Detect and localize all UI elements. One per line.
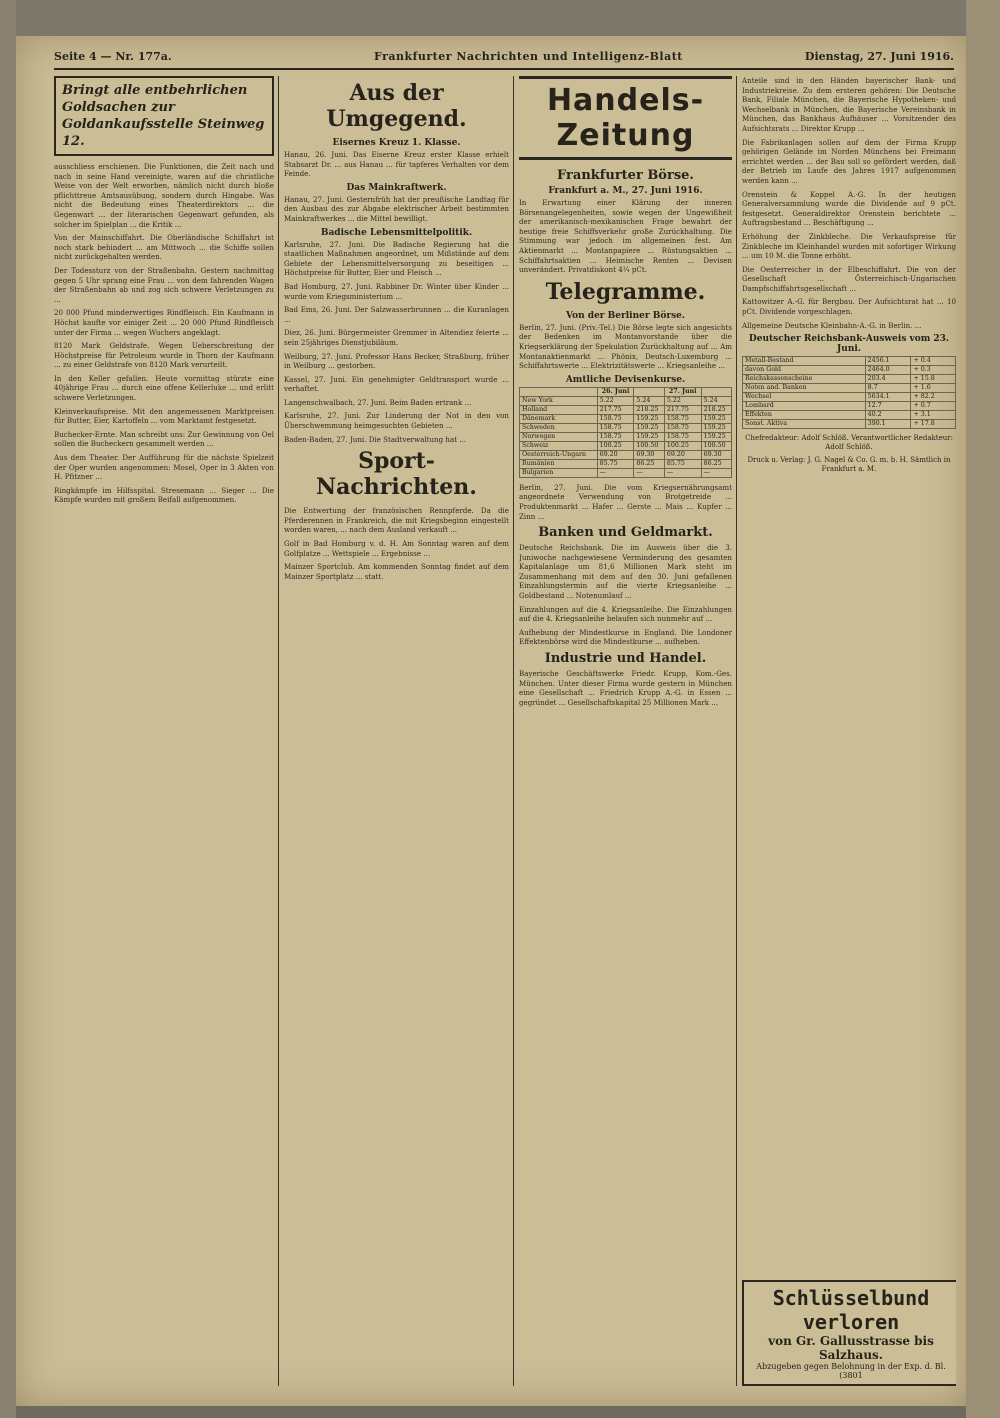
table-cell: Dänemark [520,414,598,423]
article-paragraph: Kattowitzer A.-G. für Bergbau. Der Aufsichtsrat hat ... 10 pCt. Dividende vorgeschlagen. [742,297,956,317]
table-title: Amtliche Devisenkurse. [565,374,686,385]
table-cell: 100.25 [664,441,701,450]
reichsbank-table [742,356,956,429]
table-cell: 159.25 [701,432,731,441]
article-paragraph: Berlin, 27. Juni. Die vom Kriegsernährungsamt angeordnete Verwendung von Brotgetreide ... Produktenmarkt ... Hafer ... Gerste ... Mais ... Kupfer ... Zinn ... [519,482,732,521]
table-cell: 5.22 [597,396,634,405]
table-cell: 69.20 [664,450,701,459]
page-header [54,46,954,70]
table-cell: 5.24 [701,396,731,405]
article-paragraph: Anteile sind in den Händen bayerischer Bank- und Industriekreise. Zu dem ersteren gehören: Die Deutsche Bank, Filiale München, die Bayerische Hypotheken- und Wechselbank in München, die Bayerische Vereinsbank in München, das Bankhaus Aufhäuser ... Vorsitzender des Aufsichtsrats ... Direktor Krupp ... [742,76,956,133]
newspaper-page [16,36,966,1406]
column-1 [54,76,274,1386]
reichsbank-rows [743,357,956,429]
article-paragraph: Karlsruhe, 27. Juni. Die Badische Regierung hat die staatlichen Maßnahmen angeordnet, um Mißstände auf dem Gebiete der Lebensmittelversorgung zu beseitigen ... Höchstpreise für Butter, Eier und Fleisch ... [284,239,509,278]
article-paragraph: Diez, 26. Juni. Bürgermeister Gremmer in Altendiez feierte ... sein 25jähriges Dienstjubiläum. [284,328,509,347]
table-cell: 159.25 [634,414,664,423]
article-paragraph: Aus dem Theater. Der Aufführung für die nächste Spielzeit der Oper wurden angenommen: Mosel, Oper in 3 Akten von H. Pfitzner ... [54,453,274,482]
masthead: Frankfurter Nachrichten und Intelligenz-Blatt [374,50,683,63]
table-cell: 8.7 [865,384,911,393]
table-header-cell: 26. Juni [597,387,634,396]
table-cell: 218.25 [634,405,664,414]
table-row [743,357,956,366]
article-paragraph: Die Oesterreicher in der Elbeschiffahrt. Die von der Gesellschaft ... Österreichisch-Ungarischen Dampfschiffahrtsgesellschaft ... [742,264,956,293]
table-cell: 390.1 [865,420,911,429]
table-row [743,384,956,393]
article-paragraph: Baden-Baden, 27. Juni. Die Stadtverwaltung hat ... [284,434,467,444]
table-cell: 217.75 [597,405,634,414]
ad-subline: von Gr. Gallusstrasse bis Salzhaus. [768,1334,934,1362]
article-paragraph: Deutsche Reichsbank. Die im Ausweis über die 3. Juniwoche nachgewiesene Verminderung des gesamten Kapitalanlage um 81,6 Millionen Mark steht im Zusammenhang mit dem auf den 30. Juni gefallenen Einzahlungstermin auf die vierte Kriegsanleihe ... Goldbestand ... Notenumlauf ... [519,543,732,601]
article-paragraph: Hanau, 26. Juni. Das Eiserne Kreuz erster Klasse erhielt Stabsarzt Dr. ... aus Hanau ... für tapferes Verhalten vor dem Feinde. [284,150,509,179]
article-paragraph: Hanau, 27. Juni. Gesternfrüh hat der preußische Landtag für den Ausbau des zur Abgabe elektrischer Arbeit bestimmten Mainkraftwerkes ... die Mittel bewilligt. [284,194,509,223]
table-row [520,468,732,477]
article-heading: Eisernes Kreuz 1. Klasse. [332,138,461,148]
table-cell: 159.25 [701,423,731,432]
table-cell: + 0.3 [911,366,956,375]
section-title: Sport-Nachrichten. [316,448,477,501]
table-cell: Reichskassenscheine [743,375,866,384]
table-cell: 86.25 [701,459,731,468]
imprint: Chefredakteur: Adolf Schlöß. Verantwortlicher Redakteur: Adolf Schlöß. [745,434,953,452]
table-cell: 159.25 [634,423,664,432]
lost-keys-advertisement [742,1280,956,1386]
table-row [743,402,956,411]
scan-background-right [966,0,1000,1418]
table-cell: + 3.1 [911,411,956,420]
exchange-rate-table [519,387,732,478]
table-cell: — [634,468,664,477]
table-cell: Metall-Bestand [743,357,866,366]
table-row [743,393,956,402]
column-rule [278,76,279,1386]
table-cell: 69.30 [634,450,664,459]
table-cell: Effekten [743,411,866,420]
table-cell: 2464.0 [865,366,911,375]
table-header-cell: 27. Juni [664,387,701,396]
table-cell: 12.7 [865,402,911,411]
table-cell: Oesterreich-Ungarn [520,450,598,459]
article-paragraph: 20 000 Pfund minderwertiges Rindfleisch. Ein Kaufmann in Höchst kaufte vor einiger Zeit ... 20 000 Pfund Rindfleisch unter der Firma ... wegen Wuchers angeklagt. [54,308,274,337]
gold-appeal-box: Bringt alle entbehrlichen Goldsachen zur Goldankaufsstelle Steinweg 12. [54,76,274,156]
table-cell: 69.20 [597,450,634,459]
exchange-rate-rows [520,396,732,477]
table-cell: 5.22 [664,396,701,405]
table-row [743,366,956,375]
table-row [520,450,732,459]
article-heading: Von der Berliner Börse. [565,310,686,321]
table-cell: Norwegen [520,432,598,441]
article-paragraph: Allgemeine Deutsche Kleinbahn-A.-G. in Berlin. ... [742,320,922,330]
article-paragraph: Bad Ems, 26. Juni. Der Salzwasserbrunnen ... die Kuranlagen ... [284,305,509,324]
article-paragraph: Der Todessturz von der Straßenbahn. Gestern nachmittag gegen 5 Uhr sprang eine Frau ... von dem fahrenden Wagen der Straßenbahn ab und zog sich schwere Verletzungen zu ... [54,265,274,304]
article-paragraph: Langenschwalbach, 27. Juni. Beim Baden ertrank ... [284,397,472,407]
article-paragraph: Golf in Bad Homburg v. d. H. Am Sonntag waren auf dem Golfplatze ... Wettspiele ... Ergebnisse ... [284,539,509,558]
table-cell: 100.50 [701,441,731,450]
article-paragraph: Die Fabrikanlagen sollen auf dem der Firma Krupp gehörigen Gelände im Norden Münchens bei Freimann errichtet werden ... der Bau soll so gefördert werden, daß der Betrieb im Laufe des Jahres 1917 aufgenommen werden kann ... [742,137,956,185]
table-cell: 85.75 [597,459,634,468]
article-paragraph: Orenstein & Koppel A.-G. In der heutigen Generalversammlung wurde die Dividende auf 9 pCt. festgesetzt. Generaldirektor Orenstein berichtete ... Auftragsbestand ... Beschäftigung ... [742,189,956,228]
table-cell: — [597,468,634,477]
table-cell: 5634.1 [865,393,911,402]
table-cell: 203.4 [865,375,911,384]
table-cell: + 15.8 [911,375,956,384]
table-cell: 69.30 [701,450,731,459]
table-row [743,420,956,429]
article-paragraph: Die Entwertung der französischen Rennpferde. Da die Pferderennen in Frankreich, die mit Kriegsbeginn eingestellt worden waren, ... nach dem Ausland verkauft ... [284,506,509,535]
article-paragraph: Bad Homburg, 27. Juni. Rabbiner Dr. Winter über Kinder ... wurde vom Kriegsministerium ... [284,281,509,301]
table-row [520,423,732,432]
table-cell: 158.75 [664,423,701,432]
table-title: Deutscher Reichsbank-Ausweis vom 23. Juni. [748,334,950,355]
column-3 [519,76,732,1386]
scan-background-left [0,0,16,1418]
handels-zeitung-banner: Handels-Zeitung [519,76,732,160]
table-cell: 100.50 [634,441,664,450]
table-cell: 40.2 [865,411,911,420]
article-heading: Badische Lebensmittelpolitik. [320,227,473,238]
table-cell: 217.75 [664,405,701,414]
section-title: Telegramme. [545,278,706,305]
table-cell: 218.25 [701,405,731,414]
page-number: Seite 4 — Nr. 177a. [54,50,172,63]
dateline: Frankfurt a. M., 27. Juni 1916. [548,186,703,196]
table-header-cell [701,387,731,396]
table-cell: Rumänien [520,459,598,468]
scan-background-top [0,0,1000,36]
article-paragraph: Kleinverkaufspreise. Mit den angemessenen Marktpreisen für Butter, Eier, Kartoffeln ... vom Marktamt festgesetzt. [54,406,274,426]
table-cell: 158.75 [664,432,701,441]
article-paragraph: ausschliess erschienen. Die Funktionen, die Zeit nach und nach in seine Hand vereinigte, waren auf die christliche Weise von der Welt erworben, nämlich nicht durch bloße pflichttreue Amtsausübung, sondern durch Hingabe. Was nicht die Bedeutung eines Theaterdirektors ... die Gegenwart ... der literarischen Gegenwart gefunden, als solcher im Spielplan ... die Kritik ... [54,162,274,229]
table-cell: 5.24 [634,396,664,405]
column-rule [513,76,514,1386]
table-cell: 158.75 [597,432,634,441]
table-cell: 100.25 [597,441,634,450]
article-paragraph: Buchecker-Ernte. Man schreibt uns: Zur Gewinnung von Oel sollen die Bucheckern gesammelt werden ... [54,429,274,449]
ad-footer: Abzugeben gegen Belohnung in der Exp. d. Bl. (3801 [756,1362,946,1380]
table-row [520,441,732,450]
table-cell: 159.25 [701,414,731,423]
column-rule [736,76,737,1386]
ad-headline: Schlüsselbund verloren [772,1286,930,1334]
column-2 [284,76,509,1386]
table-cell: Bulgarien [520,468,598,477]
table-cell: 2456.1 [865,357,911,366]
table-cell: 158.75 [597,423,634,432]
table-row [520,432,732,441]
table-row [520,396,732,405]
table-cell: Sonst. Aktiva [743,420,866,429]
table-cell: + 0.7 [911,402,956,411]
issue-date: Dienstag, 27. Juni 1916. [804,50,954,63]
table-cell: + 82.2 [911,393,956,402]
table-cell: — [701,468,731,477]
table-row [743,375,956,384]
table-cell: Noten and. Banken [743,384,866,393]
section-title: Banken und Geldmarkt. [538,525,713,541]
article-paragraph: Weilburg, 27. Juni. Professor Hans Becker, Straßburg, früher in Weilburg ... gestorben. [284,351,509,371]
table-row [520,414,732,423]
table-cell: 158.75 [664,414,701,423]
table-cell: Lombard [743,402,866,411]
table-cell: 85.75 [664,459,701,468]
imprint: Druck u. Verlag: J. G. Nagel & Co. G. m. b. H. Sämtlich in Frankfurt a. M. [747,456,951,474]
article-heading: Frankfurter Börse. [557,168,694,183]
table-cell: + 1.6 [911,384,956,393]
article-paragraph: In den Keller gefallen. Heute vormittag stürzte eine 40jährige Frau ... durch eine offene Kellerluke ... und erlitt schwere Verletzungen. [54,373,274,403]
article-paragraph: Ringkämpfe im Hilfsspital. Stresemann ... Sieger ... Die Kämpfe wurden mit großem Beifall aufgenommen. [54,485,274,505]
table-header-cell [520,387,598,396]
table-row [743,411,956,420]
section-title: Aus der Umgegend. [326,80,467,132]
article-paragraph: Aufhebung der Mindestkurse in England. Die Londoner Effektenbörse wird die Mindestkurse ... aufheben. [519,627,732,647]
table-cell: + 17.8 [911,420,956,429]
table-cell: New York [520,396,598,405]
article-paragraph: Berlin, 27. Juni. (Priv.-Tel.) Die Börse legte sich angesichts der Bedenken im Montanvorstande über die Kriegserklärung der Spekulation Zurückhaltung auf ... Am Montanaktienmarkt ... Phönix, Deutsch-Luxemburg ... Schiffahrtswerte ... Elektrizitätswerte ... Kriegsanleihe ... [519,322,732,371]
table-cell: 159.25 [634,432,664,441]
article-paragraph: Bayerische Geschäftswerke Friedr. Krupp, Kom.-Ges. München. Unter dieser Firma wurde gestern in München eine Gesellschaft ... Friedrich Krupp A.-G. in Essen ... gegründet ... Gesellschaftskapital 25 Millionen Mark ... [519,669,732,707]
article-paragraph: Von der Mainschiffahrt. Die Oberländische Schiffahrt ist noch stark behindert ... am Mittwoch ... die Schiffe sollen nicht zurückgehalten werden. [54,233,274,262]
table-row [520,405,732,414]
section-title: Industrie und Handel. [544,651,707,667]
table-cell: Holland [520,405,598,414]
table-cell: Wechsel [743,393,866,402]
article-paragraph: Mainzer Sportclub. Am kommenden Sonntag findet auf dem Mainzer Sportplatz ... statt. [284,562,509,581]
article-paragraph: Einzahlungen auf die 4. Kriegsanleihe. Die Einzahlungen auf die 4. Kriegsanleihe belaufen sich nunmehr auf ... [519,604,732,624]
table-cell: Schweiz [520,441,598,450]
column-4 [742,76,956,1386]
article-paragraph: Erhöhung der Zinkbleche. Die Verkaufspreise für Zinkbleche im Kleinhandel wurden mit sofortiger Wirkung ... um 10 M. die Tonne erhöht. [742,231,956,261]
table-cell: davon Gold [743,366,866,375]
table-row [520,459,732,468]
article-paragraph: Karlsruhe, 27. Juni. Zur Linderung der Not in den von Überschwemmung heimgesuchten Gebieten ... [284,411,509,431]
table-cell: 158.75 [597,414,634,423]
table-cell: Schweden [520,423,598,432]
table-cell: + 0.4 [911,357,956,366]
table-header-cell [634,387,664,396]
article-heading: Das Mainkraftwerk. [346,182,447,193]
article-paragraph: Kassel, 27. Juni. Ein genehmigter Geldtransport wurde ... verhaftet. [284,374,509,394]
table-cell: 86.25 [634,459,664,468]
table-cell: — [664,468,701,477]
article-paragraph: 8120 Mark Geldstrafe. Wegen Ueberschreitung der Höchstpreise für Petroleum wurde in Thorn der Kaufmann ... zu einer Geldstrafe von 8120 Mark verurteilt. [54,341,274,370]
article-paragraph: In Erwartung einer Klärung der inneren Börsenangelegenheiten, sowie wegen der Ungewißheit der amerikanisch-mexikanischen Frage bewahrt der heutige freie Schiffsverkehr große Zurückhaltung. Die Stimmung war jedoch im allgemeinen fest. Am Aktienmarkt ... Montanpapiere ... Rüstungsaktien ... Schiffahrtsaktien ... Heimische Renten ... Devisen unverändert. Privatdiskont 4¼ pCt. [519,198,732,275]
